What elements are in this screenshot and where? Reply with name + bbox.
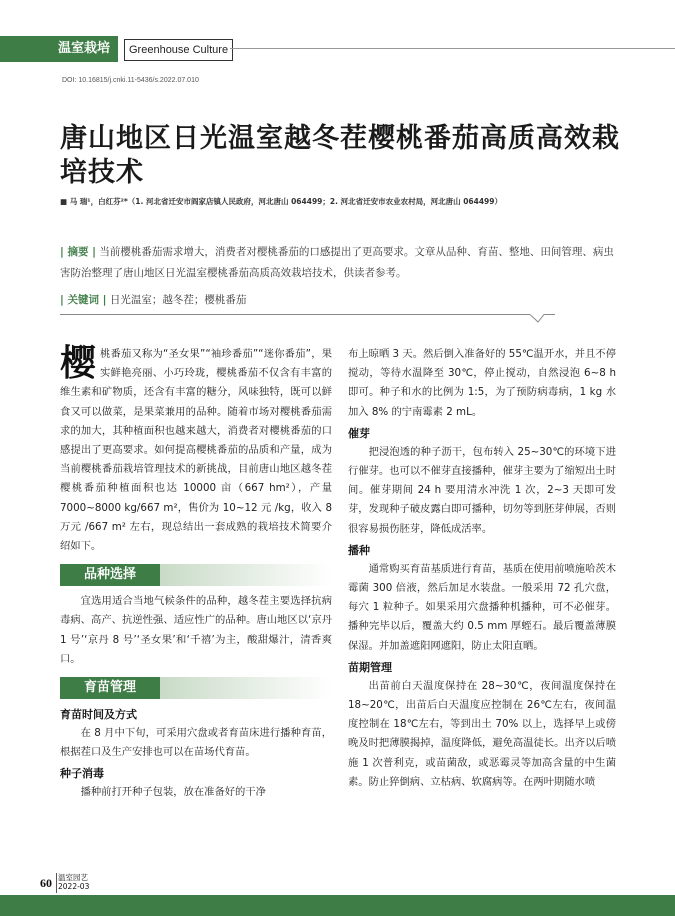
subhead-time: 育苗时间及方式 xyxy=(60,708,137,722)
left-column xyxy=(60,345,332,803)
page-number: 60 xyxy=(40,876,52,890)
footer-bar xyxy=(0,895,675,916)
section-tag-en: Greenhouse Culture xyxy=(124,39,233,61)
section-seedling-title: 育苗管理 xyxy=(60,677,160,699)
keywords-rule-notch xyxy=(530,314,555,324)
subhead-germination: 催芽 xyxy=(348,426,370,440)
intro-text: 桃番茄又称为“圣女果”“袖珍番茄”“迷你番茄”，果实鲜艳亮丽、小巧玲珑，樱桃番茄不仅含有丰富的维生素和矿物质，还含有丰富的糖分，风味独特，既可以鲜食又可以做菜，是果菜兼用的品种。随着市场对樱桃番茄需求的加大，其种植面积也越来越大，消费者对樱桃番茄的口感提出了更高要求。如何提高樱桃番茄的品质和产量，成为当前樱桃番茄栽培管理技术的新挑战，目前唐山地区越冬茬樱桃番茄种植面积也达 10000 亩（667 hm²），产量 7000~8000 kg/667 m²，售价为 10~12 元 /kg，收入 8 万元 /667 m² 左右，现总结出一套成熟的栽培技术简要介绍如下。 xyxy=(60,348,332,553)
article-title: 唐山地区日光温室越冬茬樱桃番茄高质高效栽培技术 xyxy=(60,123,620,188)
journal-issue: 2022-03 xyxy=(58,882,90,891)
header-bar xyxy=(0,36,675,62)
keywords xyxy=(60,293,615,307)
abstract-text: 当前樱桃番茄需求增大，消费者对樱桃番茄的口感提出了更高要求。文章从品种、育苗、整地、田间管理、病虫害防治整理了唐山地区日光温室樱桃番茄高质高效栽培技术，供读者参考。 xyxy=(60,246,614,279)
journal-name: 温室园艺 xyxy=(58,873,88,882)
subhead-sowing: 播种 xyxy=(348,543,370,557)
section-seedling xyxy=(60,677,332,699)
variety-text: 宜选用适合当地气候条件的品种，越冬茬主要选择抗病毒病、高产、抗逆性强、适应性广的品种。唐山地区以‘京丹 1 号’‘京丹 8 号’‘圣女果’和‘千禧’为主，酸甜爆汁，清香爽口。 xyxy=(60,595,332,665)
keywords-label: | 关键词 | xyxy=(60,294,107,306)
disinfect-text-left: 播种前打开种子包装，放在准备好的干净 xyxy=(80,786,266,799)
disinfect-text-right: 布上晾晒 3 天。然后倒入准备好的 55℃温开水，并且不停搅动，等待水温降至 30℃，停止搅动，自然浸泡 6~8 h 即可。种子和水的比例为 1:5，为了预防病毒病，1 kg 水加入 8% 的宁南霉素 2 mL。 xyxy=(348,348,616,418)
abstract-label: | 摘要 | xyxy=(60,246,96,258)
subhead-disinfect: 种子消毒 xyxy=(60,767,104,781)
authors: ■ 马 瑞¹，白红芬²*（1. 河北省迁安市阎家店镇人民政府，河北唐山 064499；2. 河北省迁安市农业农村局，河北唐山 064499） xyxy=(60,197,502,206)
keywords-text: 日光温室；越冬茬；樱桃番茄 xyxy=(109,294,247,306)
section-variety xyxy=(60,564,332,586)
header-rule xyxy=(230,48,675,49)
footer-separator xyxy=(56,873,57,893)
section-tag: 温室栽培 xyxy=(0,36,118,62)
intro-paragraph xyxy=(60,345,332,556)
doi[interactable]: DOI: 10.16815/j.cnki.11-5436/s.2022.07.010 xyxy=(62,77,199,84)
management-text: 出苗前白天温度保持在 28~30℃，夜间温度保持在 18~20℃，出苗后白天温度应控制在 26℃左右，夜间温度控制在 18℃左右，等到出土 70% 以上，选择早上或傍晚及时把薄膜揭掉，温度降低，避免高温徒长。出齐以后喷施 1 次普利克，或苗菌敌，或恶霉灵等加高含量的中生菌素。防止猝倒病、立枯病、软腐病等。在两叶期随水喷 xyxy=(348,679,616,788)
sowing-text: 通常购买育苗基质进行育苗，基质在使用前喷施哈茨木霉菌 300 倍液，然后加足水装盘。一般采用 72 孔穴盘，每穴 1 粒种子。如果采用穴盘播种机播种，可不必催芽。播种完毕以后，覆盖大约 0.5 mm 厚蛭石。最后覆盖薄膜保湿。并加盖遮阳网遮阳，防止太阳直晒。 xyxy=(348,562,616,652)
right-column xyxy=(348,345,616,792)
subhead-management: 苗期管理 xyxy=(348,660,392,674)
section-variety-title: 品种选择 xyxy=(60,564,160,586)
section-fade xyxy=(160,564,332,586)
abstract xyxy=(60,242,615,284)
time-text: 在 8 月中下旬，可采用穴盘或者育苗床进行播种育苗，根据茬口及生产安排也可以在苗场代育苗。 xyxy=(60,727,332,759)
keywords-rule xyxy=(60,314,530,315)
germination-text: 把浸泡透的种子沥干，包布转入 25~30℃的环境下进行催芽。也可以不催芽直接播种，催芽主要为了缩短出土时间。催芽期间 24 h 要用清水冲洗 1 次，2~3 天即可发芽，发现种子破皮露白即可播种，切勿等到胚芽伸展，否则很容易损伤胚芽，降低成活率。 xyxy=(348,445,616,535)
dropcap: 樱 xyxy=(60,343,97,384)
footer-journal xyxy=(58,873,89,891)
section-fade xyxy=(160,677,332,699)
